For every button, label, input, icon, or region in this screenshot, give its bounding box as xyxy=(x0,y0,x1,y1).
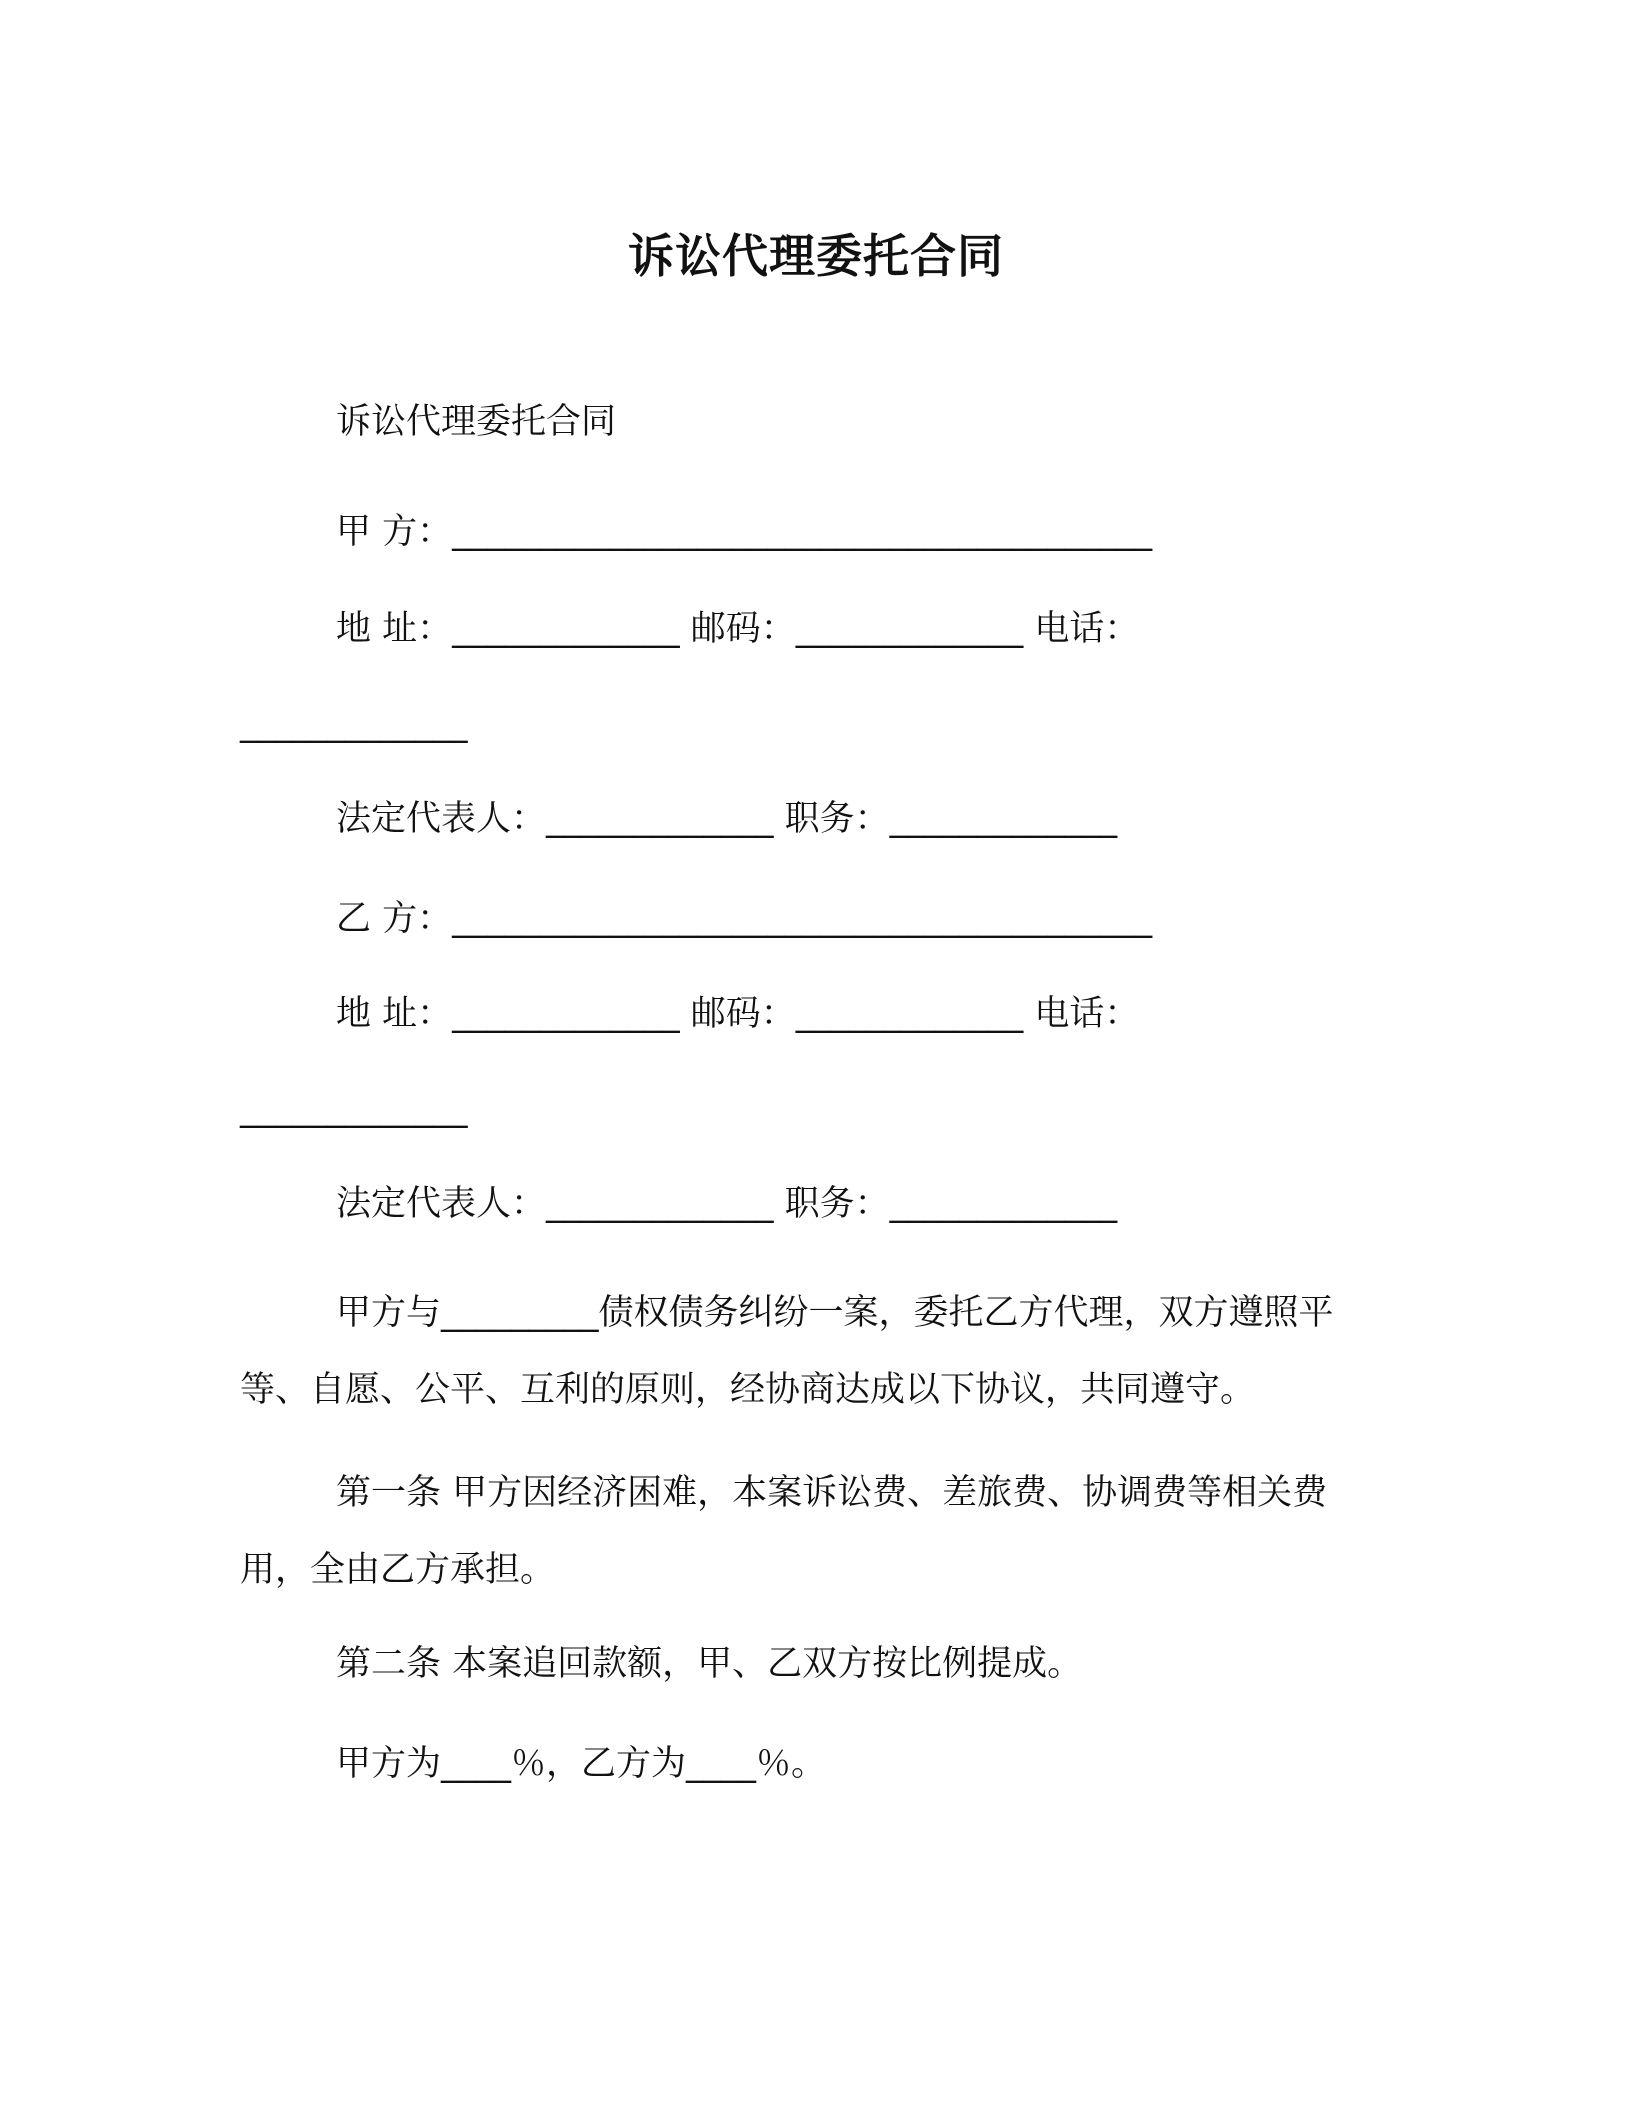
party-b-address-line: 地 址：_____________ 邮码：_____________ 电话： xyxy=(336,994,1140,1034)
article-1-paragraph: 第一条 甲方因经济困难，本案诉讼费、差旅费、协调费等相关费用，全由乙方承担。 xyxy=(240,1473,1328,1590)
party-a-name-line: 甲 方：________________________________________ xyxy=(336,512,1153,552)
document-subtitle: 诉讼代理委托合同 xyxy=(336,402,617,442)
party-a-phone-blank: _____________ xyxy=(240,704,468,744)
ratio-line: 甲方为____％，乙方为____％。 xyxy=(336,1744,827,1784)
party-b-name-line: 乙 方：________________________________________ xyxy=(336,899,1153,939)
party-b-phone-blank: _____________ xyxy=(240,1089,468,1129)
party-b-representative-line: 法定代表人：_____________ 职务：_____________ xyxy=(336,1184,1118,1224)
article-2-paragraph: 第二条 本案追回款额，甲、乙双方按比例提成。 xyxy=(336,1644,1083,1684)
party-a-address-line: 地 址：_____________ 邮码：_____________ 电话： xyxy=(336,609,1140,649)
party-a-representative-line: 法定代表人：_____________ 职务：_____________ xyxy=(336,799,1118,839)
document-title: 诉讼代理委托合同 xyxy=(628,229,1004,283)
preamble-paragraph: 甲方与_________债权债务纠纷一案，委托乙方代理，双方遵照平等、自愿、公平、互利的原则，经协商达成以下协议，共同遵守。 xyxy=(240,1293,1334,1410)
